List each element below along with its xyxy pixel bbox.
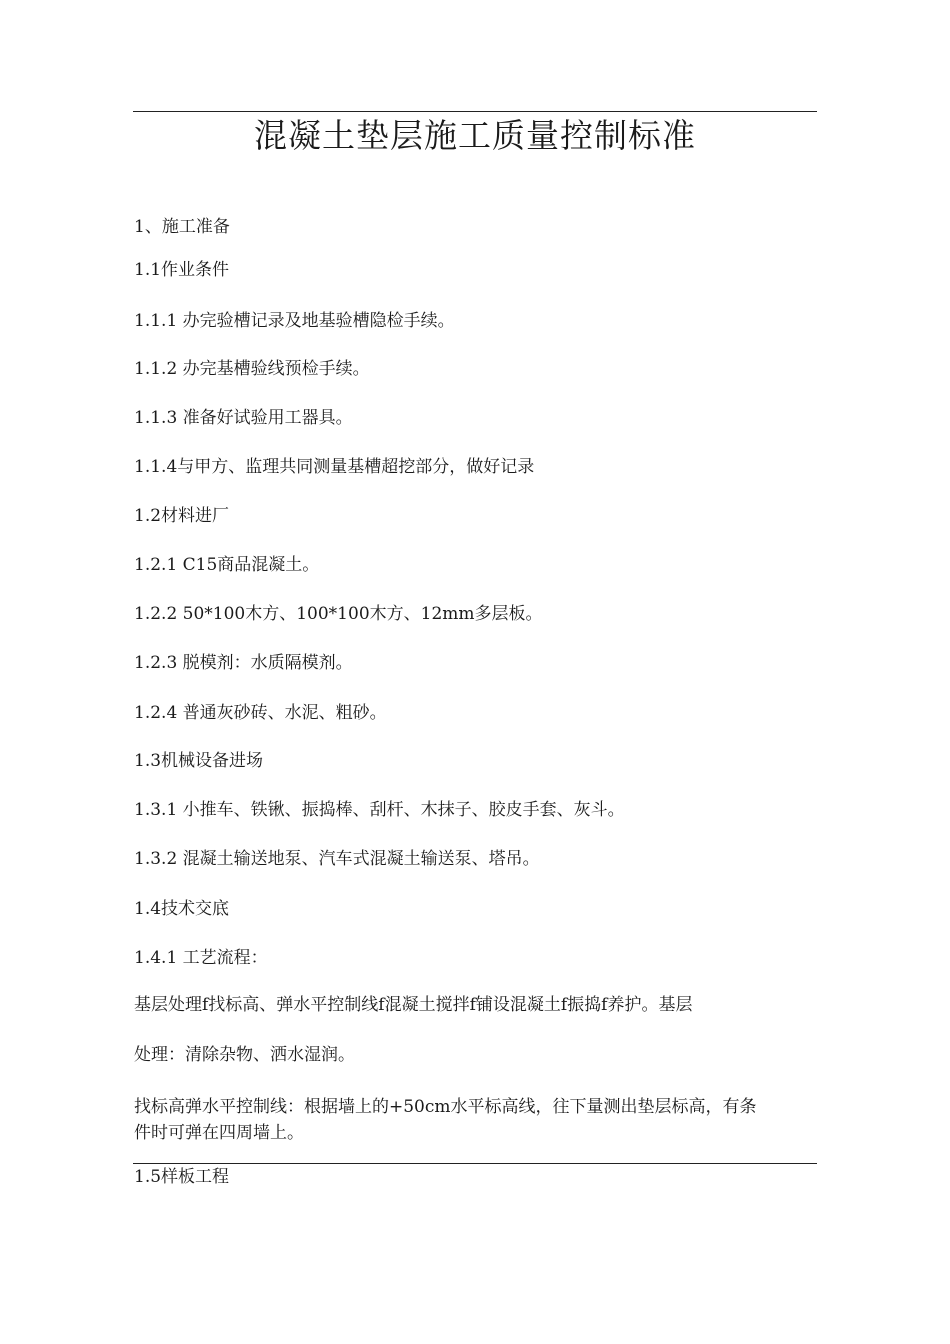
footer-heading: 1.5样板工程 — [134, 1167, 230, 1187]
paragraph-line: 基层处理f找标高、弹水平控制线f混凝土搅拌f铺设混凝土f振捣f养护。基层 — [134, 995, 693, 1015]
paragraph-line: 找标高弹水平控制线：根据墙上的+50cm水平标高线，往下量测出垫层标高，有条 — [134, 1097, 757, 1117]
subsection-heading: 1.4技术交底 — [134, 899, 230, 919]
list-item: 1.2.2 50*100木方、100*100木方、12mm多层板。 — [134, 604, 543, 624]
subsection-heading: 1.1作业条件 — [134, 260, 230, 280]
document-title: 混凝土垫层施工质量控制标准 — [254, 116, 696, 155]
list-item: 1.4.1 工艺流程： — [134, 948, 268, 968]
section-heading: 1、施工准备 — [134, 217, 230, 237]
list-item: 1.3.2 混凝土输送地泵、汽车式混凝土输送泵、塔吊。 — [134, 849, 540, 869]
paragraph-line: 处理：清除杂物、洒水湿润。 — [134, 1045, 355, 1065]
list-item: 1.1.4与甲方、监理共同测量基槽超挖部分，做好记录 — [134, 457, 535, 477]
list-item: 1.2.4 普通灰砂砖、水泥、粗砂。 — [134, 703, 387, 723]
subsection-heading: 1.2材料进厂 — [134, 506, 230, 526]
process-paragraph — [134, 993, 818, 1067]
list-item: 1.1.1 办完验槽记录及地基验槽隐检手续。 — [134, 311, 455, 331]
subsection-heading: 1.3机械设备进场 — [134, 751, 264, 771]
list-item: 1.2.1 C15商品混凝土。 — [134, 555, 320, 575]
list-item: 1.3.1 小推车、铁锹、振捣棒、刮杆、木抹子、胶皮手套、灰斗。 — [134, 800, 625, 820]
list-item: 1.2.3 脱模剂：水质隔模剂。 — [134, 653, 353, 673]
list-item: 1.1.2 办完基槽验线预检手续。 — [134, 359, 370, 379]
paragraph-line: 件时可弹在四周墙上。 — [134, 1123, 304, 1143]
elevation-paragraph — [134, 1095, 818, 1145]
list-item: 1.1.3 准备好试验用工器具。 — [134, 408, 353, 428]
footer-rule — [133, 1163, 817, 1164]
